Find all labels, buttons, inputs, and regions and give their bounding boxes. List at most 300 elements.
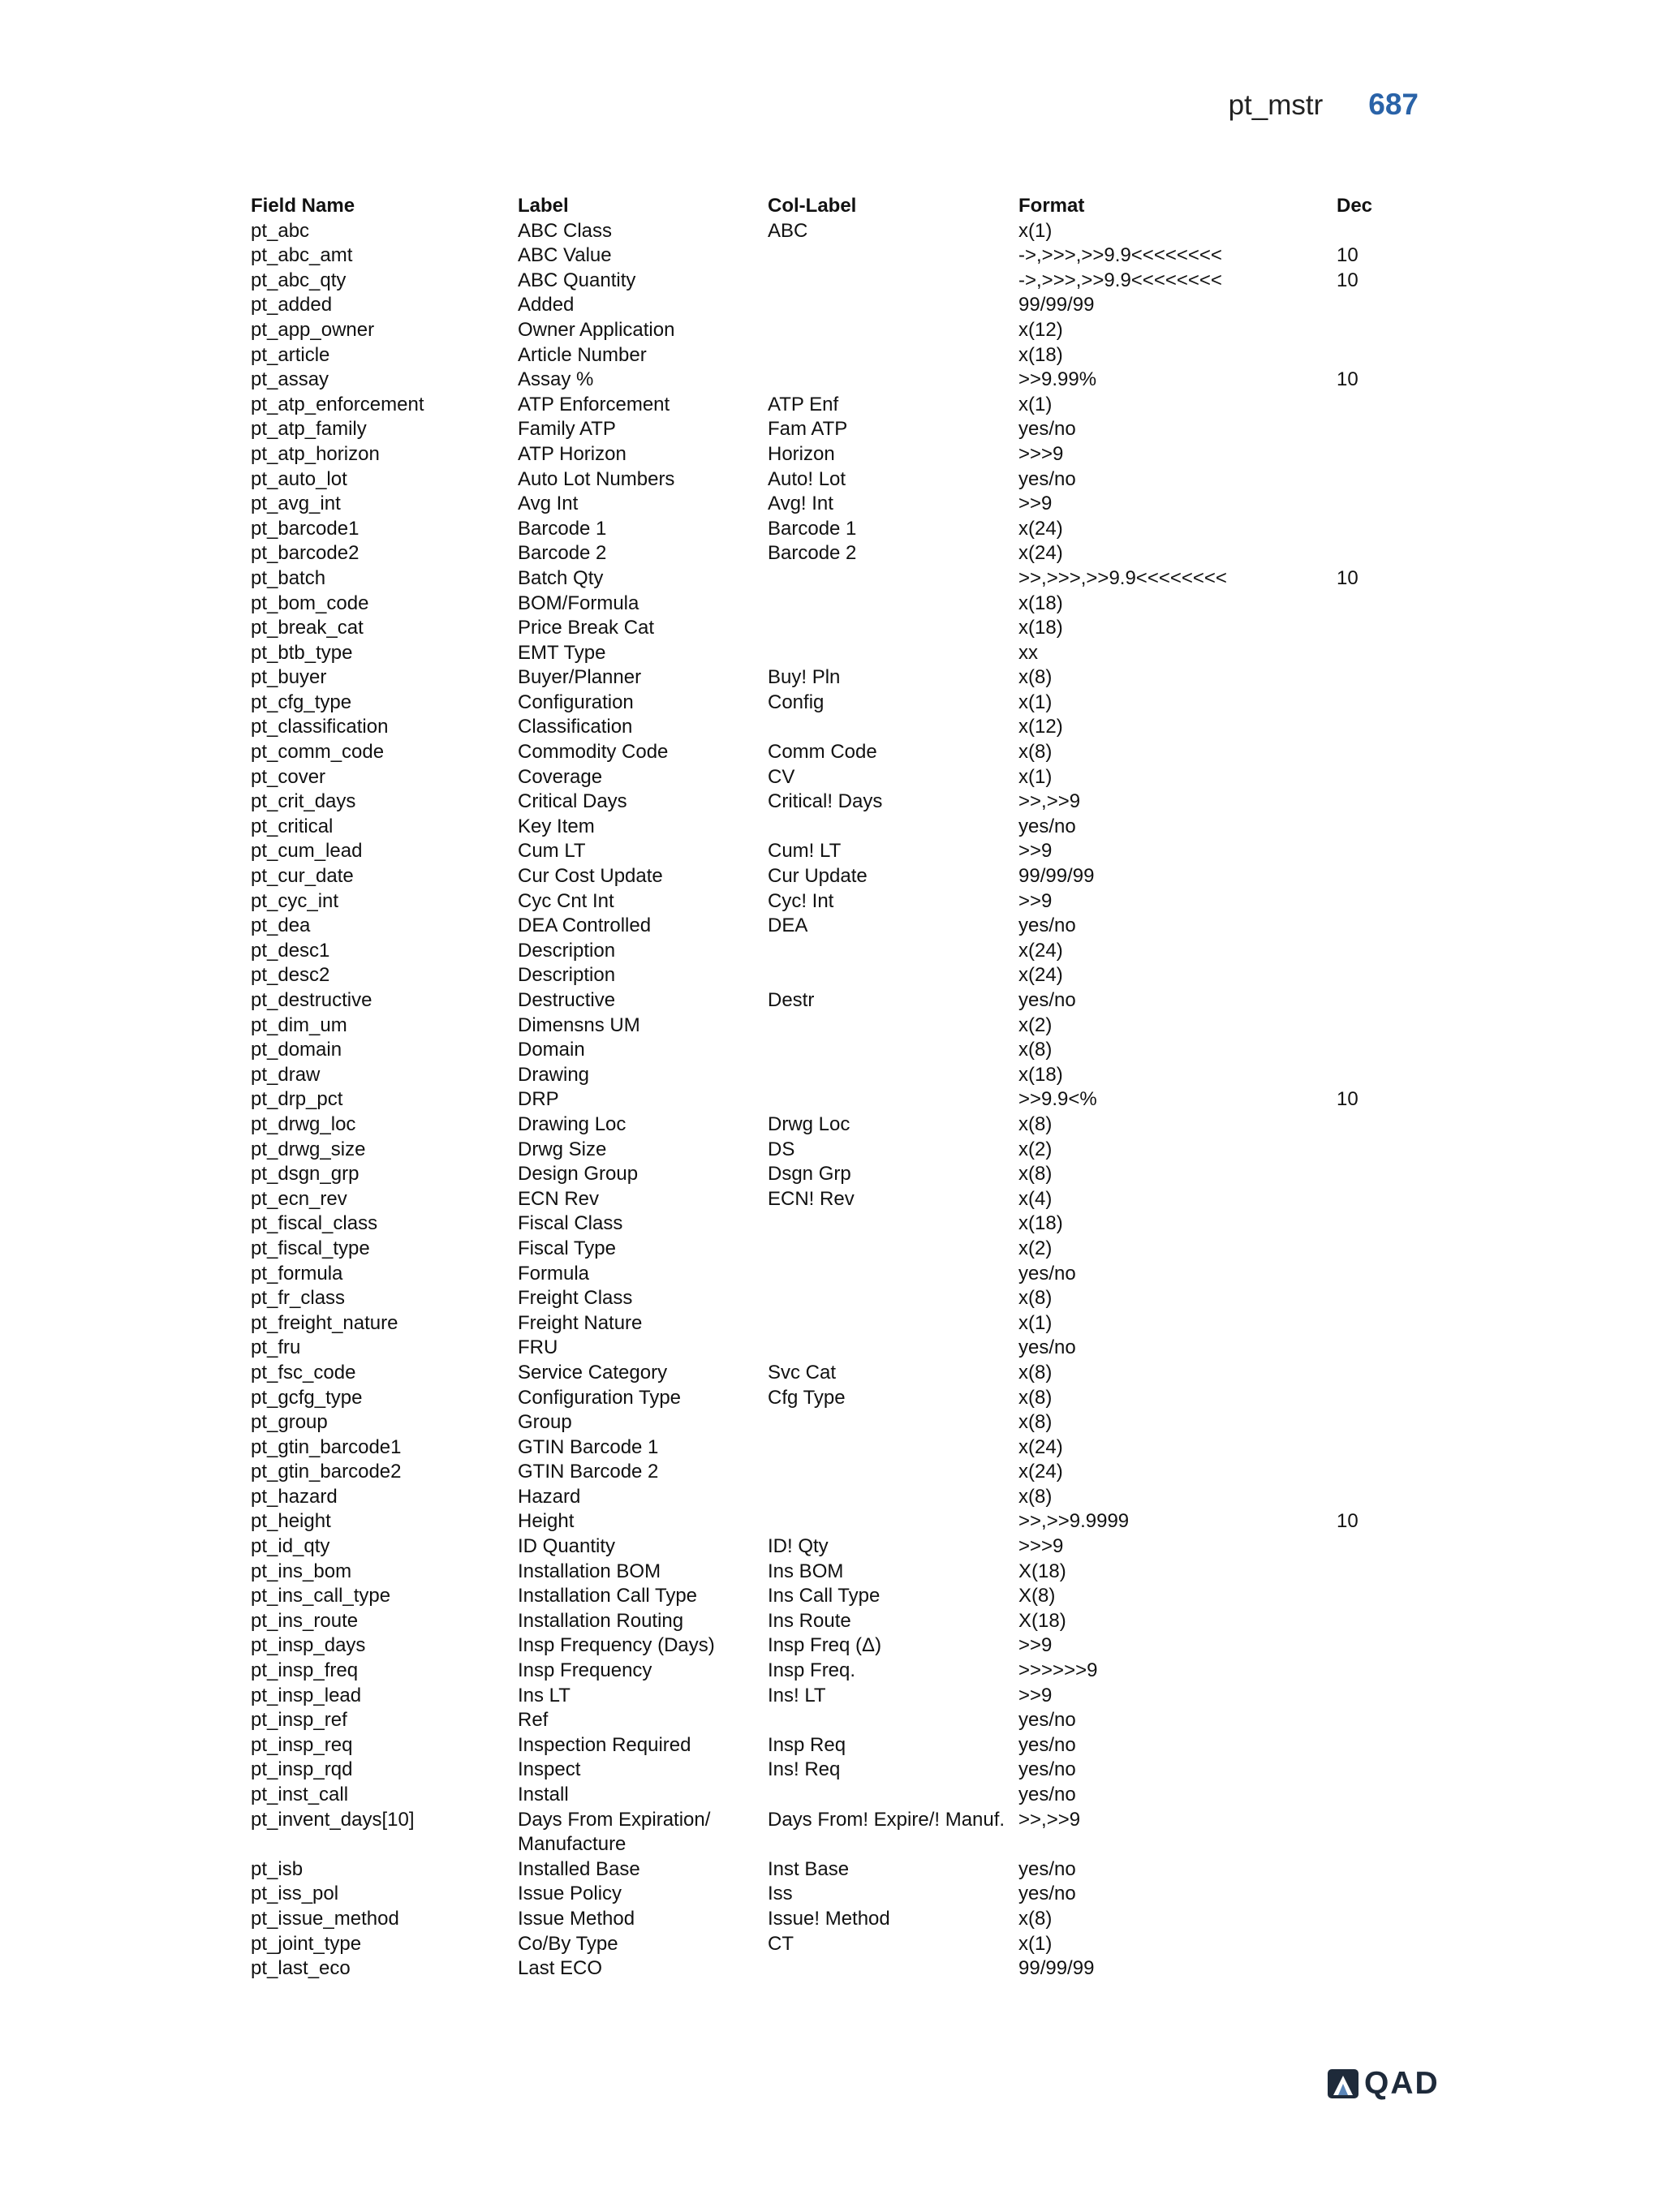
- table-row: [251, 1087, 1427, 1112]
- field-name-cell: pt_group: [251, 1411, 328, 1434]
- page-number: 687: [1368, 88, 1419, 121]
- label-cell: Height: [518, 1510, 575, 1533]
- label-cell: Service Category: [518, 1361, 668, 1384]
- label-cell: Coverage: [518, 765, 603, 788]
- format-cell: x(24): [1018, 939, 1063, 962]
- dec-cell: [1337, 1932, 1427, 1957]
- table-row: [251, 1460, 1427, 1485]
- col-label-cell: [768, 1211, 1018, 1237]
- label-cell: ATP Horizon: [518, 442, 626, 465]
- table-row: [251, 1361, 1427, 1386]
- format-cell: x(24): [1018, 1435, 1063, 1458]
- dec-cell: [1337, 1758, 1427, 1783]
- table-row: [251, 541, 1427, 566]
- dec-cell: [1337, 1534, 1427, 1560]
- table-row: [251, 641, 1427, 666]
- col-label-cell: [768, 566, 1018, 592]
- label-cell: Drawing: [518, 1063, 590, 1086]
- field-name-cell: pt_invent_days[10]: [251, 1808, 415, 1831]
- col-label-cell: [768, 1262, 1018, 1287]
- field-name-cell: pt_cover: [251, 765, 326, 788]
- label-cell: Group: [518, 1411, 572, 1434]
- dec-cell: [1337, 939, 1427, 964]
- col-label-cell: [768, 641, 1018, 666]
- table-row: [251, 1758, 1427, 1783]
- table-row: [251, 1509, 1427, 1534]
- dec-cell: 10: [1337, 1088, 1358, 1111]
- dec-cell: [1337, 1262, 1427, 1287]
- dec-cell: [1337, 442, 1427, 467]
- table-row: [251, 1063, 1427, 1088]
- field-name-cell: pt_ins_route: [251, 1609, 359, 1632]
- table-row: [251, 393, 1427, 418]
- table-row: [251, 566, 1427, 592]
- field-name-cell: pt_btb_type: [251, 641, 353, 664]
- format-cell: x(1): [1018, 1311, 1053, 1334]
- label-cell: Configuration: [518, 691, 634, 713]
- table-row: [251, 1237, 1427, 1262]
- table-row: [251, 318, 1427, 343]
- label-cell: Inspect: [518, 1758, 581, 1781]
- field-name-cell: pt_cur_date: [251, 865, 354, 888]
- label-cell: FRU: [518, 1336, 558, 1359]
- format-cell: x(18): [1018, 1212, 1063, 1235]
- col-label-cell: Insp Freq.: [768, 1659, 856, 1682]
- dec-cell: [1337, 790, 1427, 815]
- format-cell: >>9.99%: [1018, 368, 1097, 391]
- field-table: [251, 194, 1427, 1982]
- field-name-cell: pt_gtin_barcode2: [251, 1461, 402, 1483]
- dec-cell: [1337, 1609, 1427, 1634]
- field-name-cell: pt_abc_qty: [251, 269, 347, 291]
- label-cell: Issue Policy: [518, 1883, 622, 1905]
- column-header-format: Format: [1018, 195, 1085, 217]
- field-name-cell: pt_ins_bom: [251, 1560, 352, 1582]
- field-name-cell: pt_avg_int: [251, 493, 341, 515]
- dec-cell: [1337, 219, 1427, 244]
- dec-cell: 10: [1337, 566, 1358, 589]
- dec-cell: [1337, 293, 1427, 318]
- table-row: [251, 1708, 1427, 1733]
- field-name-cell: pt_fru: [251, 1336, 301, 1359]
- field-name-cell: pt_fiscal_class: [251, 1212, 378, 1235]
- table-row: [251, 1311, 1427, 1336]
- dec-cell: [1337, 1485, 1427, 1510]
- format-cell: >>9: [1018, 1634, 1053, 1657]
- dec-cell: [1337, 1112, 1427, 1138]
- label-cell: Fiscal Type: [518, 1237, 616, 1259]
- dec-cell: [1337, 318, 1427, 343]
- table-row: [251, 1038, 1427, 1063]
- col-label-cell: [768, 1708, 1018, 1733]
- field-name-cell: pt_height: [251, 1510, 331, 1533]
- table-body: [251, 219, 1427, 1982]
- table-row: [251, 1783, 1427, 1808]
- field-name-cell: pt_drp_pct: [251, 1088, 343, 1111]
- label-cell: Issue Method: [518, 1907, 635, 1930]
- field-name-cell: pt_abc_amt: [251, 244, 353, 267]
- field-name-cell: pt_critical: [251, 815, 334, 837]
- field-name-cell: pt_hazard: [251, 1485, 338, 1508]
- dec-cell: [1337, 839, 1427, 864]
- dec-cell: [1337, 963, 1427, 988]
- field-name-cell: pt_formula: [251, 1262, 343, 1285]
- field-name-cell: pt_dim_um: [251, 1013, 347, 1036]
- format-cell: >>9: [1018, 493, 1053, 515]
- label-cell: Avg Int: [518, 493, 579, 515]
- dec-cell: [1337, 1286, 1427, 1311]
- format-cell: 99/99/99: [1018, 865, 1095, 888]
- label-cell: GTIN Barcode 1: [518, 1435, 659, 1458]
- table-row: [251, 1932, 1427, 1957]
- format-cell: >>,>>9: [1018, 1808, 1081, 1831]
- format-cell: yes/no: [1018, 1262, 1076, 1285]
- col-label-cell: [768, 1435, 1018, 1461]
- field-name-cell: pt_break_cat: [251, 617, 364, 639]
- format-cell: yes/no: [1018, 418, 1076, 441]
- format-cell: >>,>>9: [1018, 790, 1081, 813]
- dec-cell: [1337, 1162, 1427, 1187]
- format-cell: >>,>>9.9999: [1018, 1510, 1130, 1533]
- col-label-cell: [768, 293, 1018, 318]
- field-name-cell: pt_app_owner: [251, 318, 375, 341]
- dec-cell: [1337, 492, 1427, 517]
- label-cell: Domain: [518, 1039, 585, 1061]
- field-name-cell: pt_fr_class: [251, 1287, 346, 1310]
- format-cell: x(8): [1018, 1163, 1053, 1186]
- format-cell: X(18): [1018, 1560, 1066, 1582]
- label-cell: BOM/Formula: [518, 592, 639, 614]
- qad-logo: [1327, 2066, 1440, 2102]
- table-row: [251, 243, 1427, 269]
- table-row: [251, 1560, 1427, 1585]
- field-name-cell: pt_joint_type: [251, 1932, 362, 1955]
- table-row: [251, 1435, 1427, 1461]
- dec-cell: [1337, 665, 1427, 691]
- format-cell: yes/no: [1018, 989, 1076, 1011]
- col-label-cell: [768, 1013, 1018, 1039]
- col-label-cell: Cum! LT: [768, 840, 842, 863]
- field-name-cell: pt_batch: [251, 566, 326, 589]
- table-row: [251, 368, 1427, 393]
- col-label-cell: [768, 1237, 1018, 1262]
- table-row: [251, 1211, 1427, 1237]
- label-cell: Assay %: [518, 368, 594, 391]
- format-cell: x(1): [1018, 393, 1053, 415]
- col-label-cell: [768, 1311, 1018, 1336]
- table-row: [251, 517, 1427, 542]
- format-cell: x(2): [1018, 1013, 1053, 1036]
- label-cell: Insp Frequency: [518, 1659, 652, 1682]
- format-cell: yes/no: [1018, 1784, 1076, 1805]
- dec-cell: [1337, 1684, 1427, 1709]
- dec-cell: 10: [1337, 269, 1358, 291]
- dec-cell: [1337, 1584, 1427, 1609]
- table-row: [251, 1386, 1427, 1411]
- format-cell: x(2): [1018, 1237, 1053, 1259]
- format-cell: >>9: [1018, 1684, 1053, 1706]
- col-label-cell: [768, 1038, 1018, 1063]
- col-label-cell: [768, 1336, 1018, 1361]
- col-label-cell: Auto! Lot: [768, 467, 846, 490]
- col-label-cell: [768, 1460, 1018, 1485]
- label-cell: Insp Frequency (Days): [518, 1634, 715, 1657]
- dec-cell: [1337, 1882, 1427, 1907]
- dec-cell: [1337, 1237, 1427, 1262]
- label-cell: Article Number: [518, 343, 647, 366]
- field-name-cell: pt_drwg_size: [251, 1138, 366, 1160]
- label-cell: Freight Nature: [518, 1311, 643, 1334]
- dec-cell: [1337, 1633, 1427, 1659]
- format-cell: x(18): [1018, 617, 1063, 639]
- col-label-cell: [768, 1286, 1018, 1311]
- table-row: [251, 219, 1427, 244]
- page-header: [1229, 88, 1419, 122]
- label-cell: Ins LT: [518, 1684, 571, 1706]
- format-cell: x(1): [1018, 765, 1053, 788]
- field-name-cell: pt_atp_family: [251, 418, 367, 441]
- dec-cell: [1337, 417, 1427, 442]
- label-cell: DRP: [518, 1088, 559, 1111]
- table-row: [251, 864, 1427, 889]
- label-cell: Hazard: [518, 1485, 581, 1508]
- label-cell: Destructive: [518, 989, 616, 1011]
- table-row: [251, 1187, 1427, 1212]
- table-row: [251, 492, 1427, 517]
- format-cell: x(8): [1018, 1907, 1053, 1930]
- table-row: [251, 1733, 1427, 1758]
- label-cell: Barcode 1: [518, 517, 607, 540]
- format-cell: x(24): [1018, 964, 1063, 987]
- format-cell: x(8): [1018, 1411, 1053, 1434]
- table-row: [251, 1013, 1427, 1039]
- format-cell: >>9.9<%: [1018, 1088, 1097, 1111]
- col-label-cell: [768, 1485, 1018, 1510]
- col-label-cell: Barcode 1: [768, 517, 857, 540]
- column-header-field-name: Field Name: [251, 195, 355, 217]
- label-cell: Dimensns UM: [518, 1013, 640, 1036]
- field-name-cell: pt_ecn_rev: [251, 1187, 347, 1210]
- format-cell: yes/no: [1018, 1336, 1076, 1359]
- field-name-cell: pt_cfg_type: [251, 691, 352, 713]
- col-label-cell: Ins Route: [768, 1609, 851, 1632]
- field-name-cell: pt_draw: [251, 1063, 321, 1086]
- label-cell: GTIN Barcode 2: [518, 1461, 659, 1483]
- col-label-cell: Destr: [768, 989, 815, 1011]
- label-cell: Auto Lot Numbers: [518, 467, 675, 490]
- table-row: [251, 417, 1427, 442]
- format-cell: x(1): [1018, 691, 1053, 713]
- label-cell: Commodity Code: [518, 741, 669, 764]
- col-label-cell: Drwg Loc: [768, 1112, 850, 1135]
- label-cell: Barcode 2: [518, 542, 607, 565]
- field-name-cell: pt_atp_enforcement: [251, 393, 424, 415]
- table-row: [251, 1609, 1427, 1634]
- dec-cell: [1337, 592, 1427, 617]
- col-label-cell: [768, 1063, 1018, 1088]
- dec-cell: [1337, 1783, 1427, 1808]
- col-label-cell: Ins BOM: [768, 1560, 844, 1582]
- dec-cell: [1337, 765, 1427, 790]
- label-cell: Batch Qty: [518, 566, 604, 589]
- label-cell: Ref: [518, 1709, 549, 1732]
- format-cell: x(8): [1018, 741, 1053, 764]
- column-header-dec: Dec: [1337, 195, 1373, 217]
- field-name-cell: pt_atp_horizon: [251, 442, 380, 465]
- field-name-cell: pt_insp_days: [251, 1634, 366, 1657]
- dec-cell: 10: [1337, 1510, 1358, 1533]
- dec-cell: [1337, 715, 1427, 740]
- col-label-cell: DEA: [768, 914, 808, 937]
- label-cell: Classification: [518, 716, 633, 738]
- table-row: [251, 691, 1427, 716]
- dec-cell: [1337, 1211, 1427, 1237]
- field-name-cell: pt_buyer: [251, 666, 327, 689]
- dec-cell: [1337, 1708, 1427, 1733]
- dec-cell: 10: [1337, 244, 1358, 267]
- format-cell: x(8): [1018, 666, 1053, 689]
- format-cell: x(8): [1018, 1287, 1053, 1310]
- field-name-cell: pt_drwg_loc: [251, 1112, 356, 1135]
- format-cell: x(1): [1018, 219, 1053, 242]
- label-cell: ID Quantity: [518, 1535, 616, 1558]
- table-row: [251, 442, 1427, 467]
- format-cell: x(18): [1018, 1063, 1063, 1086]
- field-name-cell: pt_isb: [251, 1857, 304, 1880]
- label-cell: Design Group: [518, 1163, 639, 1186]
- label-cell: ABC Value: [518, 244, 612, 267]
- field-name-cell: pt_gcfg_type: [251, 1386, 363, 1409]
- table-row: [251, 1857, 1427, 1883]
- table-row: [251, 1584, 1427, 1609]
- format-cell: x(8): [1018, 1112, 1053, 1135]
- format-cell: yes/no: [1018, 1758, 1076, 1781]
- col-label-cell: [768, 1509, 1018, 1534]
- field-name-cell: pt_comm_code: [251, 741, 385, 764]
- field-name-cell: pt_iss_pol: [251, 1883, 339, 1905]
- label-cell: Key Item: [518, 815, 595, 837]
- table-row: [251, 665, 1427, 691]
- table-row: [251, 1534, 1427, 1560]
- field-name-cell: pt_domain: [251, 1039, 342, 1061]
- field-name-cell: pt_ins_call_type: [251, 1585, 391, 1607]
- table-row: [251, 1286, 1427, 1311]
- format-cell: x(4): [1018, 1187, 1053, 1210]
- field-name-cell: pt_insp_ref: [251, 1709, 347, 1732]
- column-header-col-label: Col-Label: [768, 195, 857, 217]
- dec-cell: [1337, 1361, 1427, 1386]
- table-row: [251, 293, 1427, 318]
- dec-cell: [1337, 1956, 1427, 1982]
- col-label-cell: [768, 592, 1018, 617]
- col-label-cell: Insp Req: [768, 1733, 846, 1756]
- dec-cell: [1337, 641, 1427, 666]
- table-row: [251, 765, 1427, 790]
- field-name-cell: pt_insp_lead: [251, 1684, 362, 1706]
- field-name-cell: pt_fsc_code: [251, 1361, 356, 1384]
- label-cell: Cur Cost Update: [518, 865, 663, 888]
- col-label-cell: [768, 815, 1018, 840]
- table-row: [251, 740, 1427, 765]
- field-name-cell: pt_dea: [251, 914, 311, 937]
- dec-cell: [1337, 864, 1427, 889]
- format-cell: yes/no: [1018, 1883, 1076, 1905]
- logo-text: QAD: [1364, 2066, 1440, 2101]
- table-row: [251, 269, 1427, 294]
- col-label-cell: [768, 1783, 1018, 1808]
- field-name-cell: pt_article: [251, 343, 330, 366]
- label-cell: DEA Controlled: [518, 914, 652, 937]
- dec-cell: [1337, 616, 1427, 641]
- table-row: [251, 592, 1427, 617]
- col-label-cell: CV: [768, 765, 795, 788]
- label-cell: Buyer/Planner: [518, 666, 642, 689]
- label-cell: Install: [518, 1784, 569, 1805]
- dec-cell: [1337, 1857, 1427, 1883]
- format-cell: x(8): [1018, 1485, 1053, 1508]
- format-cell: x(8): [1018, 1039, 1053, 1061]
- col-label-cell: Ins! LT: [768, 1684, 826, 1706]
- table-row: [251, 839, 1427, 864]
- col-label-cell: Dsgn Grp: [768, 1163, 851, 1186]
- col-label-cell: ABC: [768, 219, 808, 242]
- field-name-cell: pt_desc1: [251, 939, 330, 962]
- dec-cell: [1337, 1063, 1427, 1088]
- field-name-cell: pt_insp_req: [251, 1733, 353, 1756]
- table-row: [251, 1907, 1427, 1932]
- field-name-cell: pt_abc: [251, 219, 310, 242]
- label-cell: ABC Class: [518, 219, 613, 242]
- dec-cell: [1337, 467, 1427, 493]
- col-label-cell: [768, 963, 1018, 988]
- table-row: [251, 1112, 1427, 1138]
- dec-cell: [1337, 1907, 1427, 1932]
- field-name-cell: pt_bom_code: [251, 592, 369, 614]
- format-cell: yes/no: [1018, 914, 1076, 937]
- table-row: [251, 1882, 1427, 1907]
- format-cell: x(24): [1018, 542, 1063, 565]
- field-name-cell: pt_crit_days: [251, 790, 356, 813]
- dec-cell: [1337, 1187, 1427, 1212]
- col-label-cell: ID! Qty: [768, 1535, 829, 1558]
- dec-cell: [1337, 1808, 1427, 1857]
- dec-cell: [1337, 889, 1427, 914]
- field-name-cell: pt_id_qty: [251, 1535, 330, 1558]
- format-cell: yes/no: [1018, 467, 1076, 490]
- dec-cell: [1337, 1336, 1427, 1361]
- col-label-cell: Cyc! Int: [768, 889, 834, 912]
- format-cell: x(12): [1018, 318, 1063, 341]
- format-cell: >>,>>>,>>9.9<<<<<<<<: [1018, 566, 1227, 589]
- format-cell: >>>>>>9: [1018, 1659, 1098, 1682]
- col-label-cell: [768, 715, 1018, 740]
- format-cell: ->,>>>,>>9.9<<<<<<<<: [1018, 269, 1222, 291]
- dec-cell: [1337, 691, 1427, 716]
- dec-cell: [1337, 393, 1427, 418]
- format-cell: X(18): [1018, 1609, 1066, 1632]
- dec-cell: [1337, 815, 1427, 840]
- dec-cell: [1337, 1013, 1427, 1039]
- col-label-cell: Comm Code: [768, 741, 877, 764]
- col-label-cell: Cur Update: [768, 865, 868, 888]
- table-row: [251, 343, 1427, 368]
- label-cell: Cyc Cnt Int: [518, 889, 614, 912]
- label-cell: Installation Call Type: [518, 1585, 698, 1607]
- label-cell: ECN Rev: [518, 1187, 600, 1210]
- dec-cell: [1337, 1435, 1427, 1461]
- format-cell: xx: [1018, 641, 1038, 664]
- col-label-cell: [768, 939, 1018, 964]
